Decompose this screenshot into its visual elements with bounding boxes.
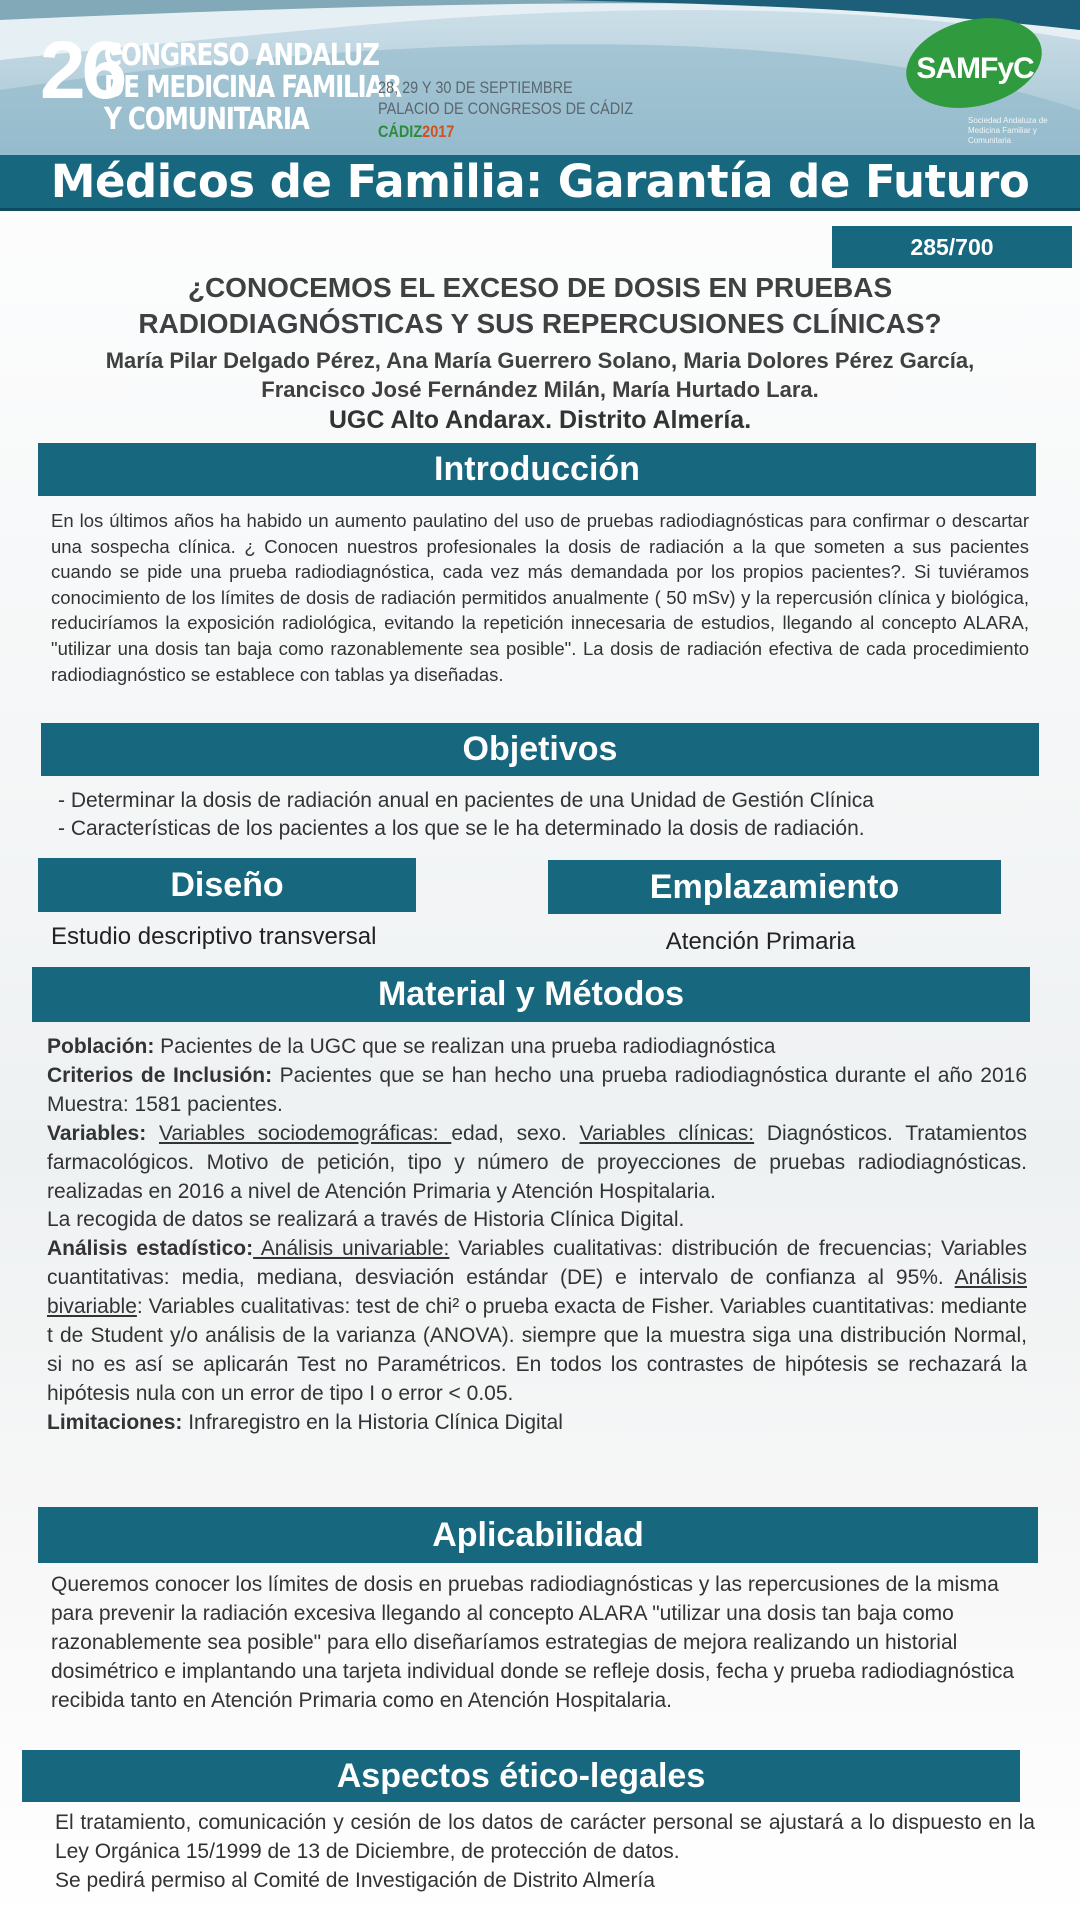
objective-item: - Determinar la dosis de radiación anual en pacientes de una Unidad de Gestión Clínica xyxy=(58,789,874,812)
congress-dates: 28, 29 Y 30 DE SEPTIEMBRE PALACIO DE CONGRESOS DE CÁDIZ xyxy=(378,78,634,118)
motto-banner: Médicos de Familia: Garantía de Futuro xyxy=(0,155,1080,211)
poster-code: 285/700 xyxy=(832,226,1072,268)
samfyc-logo-subtext: Sociedad Andaluza de Medicina Familiar y Comunitaria xyxy=(968,116,1048,145)
congress-number: 26 xyxy=(40,25,124,116)
setting-heading: Emplazamiento xyxy=(548,860,1001,914)
applicability-text: Queremos conocer los límites de dosis en pruebas radiodiagnósticas y las repercusiones de la misma para prevenir la radiación excesiva llegando al concepto ALARA "utilizar una dosis tan baja como razonablemente sea posible" para ello diseñaríamos estrategias de mejora realizando un historial dosimétrico e implantando una tarjeta individual donde se refleje dosis, fecha y prueba radiodiagnóstica recibida tanto en Atención Primaria como en Atención Hospitalaria. xyxy=(51,1573,1015,1712)
poster-title: ¿CONOCEMOS EL EXCESO DE DOSIS EN PRUEBAS RADIODIAGNÓSTICAS Y SUS REPERCUSIONES CLÍNICAS? xyxy=(138,272,942,339)
objectives-heading: Objetivos xyxy=(41,723,1039,776)
applicability-heading: Aplicabilidad xyxy=(38,1507,1038,1563)
setting-text: Atención Primaria xyxy=(665,928,856,955)
congress-city: CÁDIZ2017 xyxy=(378,122,455,141)
samfyc-logo-text: SAMFyC xyxy=(916,52,1034,85)
methods-limitaciones: Limitaciones: Infraregistro en la Historia Clínica Digital xyxy=(47,1410,563,1434)
poster-institution: UGC Alto Andarax. Distrito Almería. xyxy=(328,406,752,434)
methods-recogida: La recogida de datos se realizará a través de Historia Clínica Digital. xyxy=(47,1208,685,1232)
methods-poblacion: Población: Pacientes de la UGC que se realizan una prueba radiodiagnóstica xyxy=(47,1035,776,1058)
methods-heading: Material y Métodos xyxy=(32,967,1030,1022)
intro-heading: Introducción xyxy=(38,443,1036,496)
congress-name: CONGRESO ANDALUZ DE MEDICINA FAMILIAR Y COMUNITARIA xyxy=(104,38,401,137)
ethics-heading: Aspectos ético-legales xyxy=(22,1750,1020,1802)
ethics-line: El tratamiento, comunicación y cesión de los datos de carácter personal se ajustará a lo dispuesto en la Ley Orgánica 15/1999 de 13 de Diciembre, de protección de datos. xyxy=(55,1811,1035,1863)
ethics-line: Se pedirá permiso al Comité de Investigación de Distrito Almería xyxy=(55,1869,655,1892)
methods-variables: Variables: Variables sociodemográficas: edad, sexo. Variables clínicas: Diagnósticos. Tratamientos farmacológicos. Motivo de petición, tipo y número de proyecciones de pruebas radiodiagnósticas. realizadas en 2016 a nivel de Atención Primaria y Atención Hospitalaria. xyxy=(47,1121,1028,1203)
intro-text: En los últimos años ha habido un aumento paulatino del uso de pruebas radiodiagnósticas para confirmar o descartar una sospecha clínica. ¿ Conocen nuestros profesionales la dosis de radiación a la que someten a sus pacientes cuando se pide una prueba radiodiagnóstica, cada vez más demandada por los propios pacientes?. Si tuviéramos conocimiento de los límites de dosis de radiación permitidos anualmente ( 50 mSv) y la repercusión clínica y biológica, reduciríamos la exposición radiológica, evitando la repetición innecesaria de estudios, llegando al concepto ALARA, "utilizar una dosis tan baja como razonablemente sea posible". La dosis de radiación efectiva de cada procedimiento radiodiagnóstico se establece con tablas ya diseñadas. xyxy=(51,510,1029,685)
congress-header xyxy=(0,0,1080,155)
objectives-list xyxy=(58,787,1038,843)
objective-item: - Características de los pacientes a los que se le ha determinado la dosis de radiación. xyxy=(58,817,865,840)
poster-authors: María Pilar Delgado Pérez, Ana María Guerrero Solano, Maria Dolores Pérez García, Francisco José Fernández Milán, María Hurtado Lara. xyxy=(105,348,975,402)
methods-text xyxy=(47,1033,1027,1438)
methods-analisis: Análisis estadístico: Análisis univariable: Variables cualitativas: distribución de frecuencias; Variables cuantitativas: media, mediana, desviación estándar (DE) e intervalo de confianza al 95%. Análisis bivariable: Variables cualitativas: test de chi² o prueba exacta de Fisher. Variables cuantitativas: mediante t de Student y/o análisis de la varianza (ANOVA). siempre que la muestra siga una distribución Normal, si no es así se aplicarán Test no Paramétricos. En todos los contrastes de hipótesis se rechazará la hipótesis nula con un error de tipo I o error < 0.05. xyxy=(47,1237,1027,1405)
methods-criterios: Criterios de Inclusión: Pacientes que se han hecho una prueba radiodiagnóstica durante el año 2016 Muestra: 1581 pacientes. xyxy=(47,1063,1027,1116)
design-heading: Diseño xyxy=(38,858,416,912)
ethics-text xyxy=(55,1808,1035,1895)
design-text: Estudio descriptivo transversal xyxy=(51,923,377,950)
